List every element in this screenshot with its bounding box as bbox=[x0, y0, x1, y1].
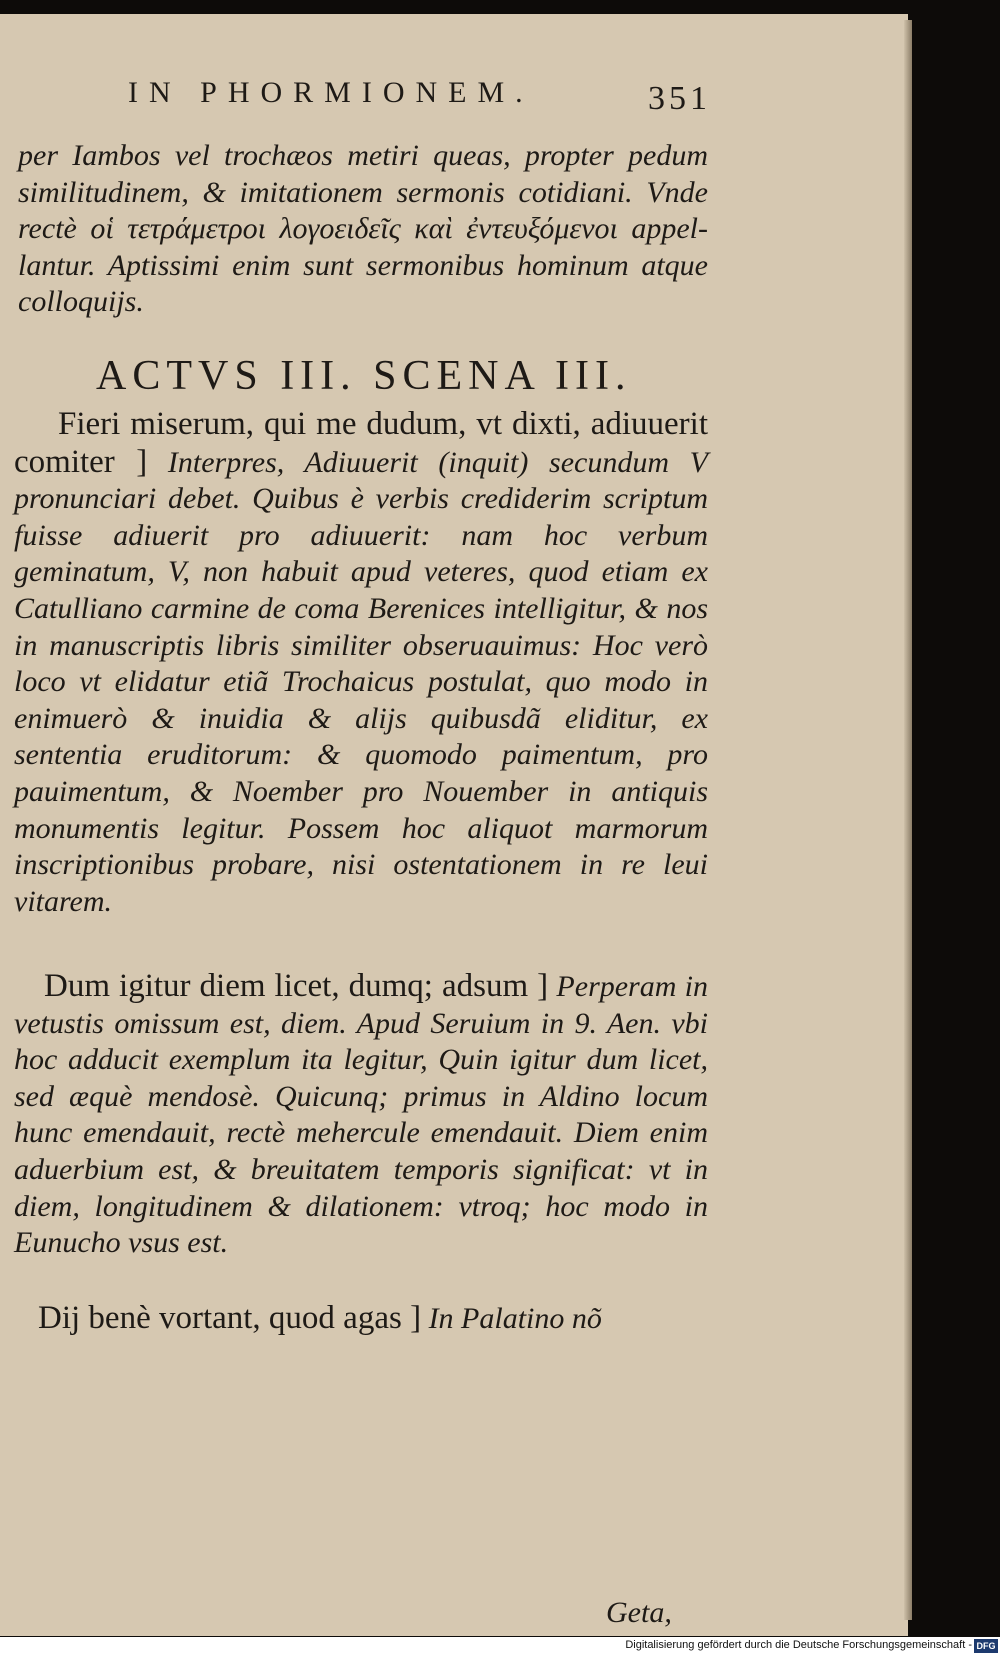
commentary-text: Interpres, Adiuuerit (inquit) secundum V pronunciari debet. Quibus è verbis crediderim scriptum fuisse adiuerit pro adiuuerit: nam hoc verbum geminatum, V, non habuit apud veteres, quod etiam ex Catulliano carmine de coma Berenices intelligitur, & nos in manuscriptis libris similiter obseruauimus: Hoc verò loco vt elidatur etiã Trochaicus postulat, quo modo in enimuerò & inuidia & alijs quibusdã eliditur, ex sententia eruditorum: & quomodo paimentum, pro pauimentum, & Noember pro Nouember in antiquis monumentis legitur. Possem hoc aliquot marmorum inscriptionibus probare, nisi ostentationem in re leui vitarem. bbox=[14, 445, 708, 918]
text-line: lantur. Aptissimi enim sunt sermonibus hominum atque bbox=[18, 248, 708, 282]
book-page bbox=[0, 14, 908, 1636]
scene-heading: ACTVS III. SCENA III. bbox=[96, 353, 632, 399]
catchword: Geta, bbox=[606, 1596, 672, 1629]
funding-credit: Digitalisierung gefördert durch die Deutsche Forschungsgemeinschaft - bbox=[625, 1639, 972, 1651]
text-line: per Iambos vel trochæos metiri queas, propter pedum bbox=[18, 139, 708, 172]
commentary-paragraph bbox=[14, 968, 708, 1262]
text-line: similitudinem, & imitationem sermonis cotidiani. Vnde bbox=[18, 175, 708, 209]
commentary-text: Perperam in vetustis omissum est, diem. Apud Seruium in 9. Aen. vbi hoc adducit exemplum ita legitur, Quin igitur dum licet, sed æquè mendosè. Quicunq; primus in Aldino locum hunc emendauit, rectè mehercule emendauit. Diem enim aduerbium est, & breuitatem temporis significat: vt in diem, longitudinem & dilationem: vtroq; hoc modo in Eunucho vsus est. bbox=[14, 970, 708, 1260]
text-line: rectè οἱ τετράμετροι λογοειδεῖς καὶ ἐντευξόμενοι appel- bbox=[18, 212, 708, 245]
page-edge bbox=[904, 20, 912, 1620]
running-head: IN PHORMIONEM. bbox=[128, 76, 534, 109]
page-number: 351 bbox=[648, 80, 711, 117]
commentary-block-top bbox=[18, 138, 708, 321]
commentary-text: In Palatino nõ bbox=[428, 1302, 602, 1335]
commentary-paragraph bbox=[14, 406, 708, 920]
lemma: Fieri miserum, qui me dudum, vt dixti, adiuuerit comiter ] bbox=[14, 406, 708, 480]
dfg-logo-icon: DFG bbox=[974, 1639, 998, 1653]
digitization-footer bbox=[0, 1637, 1000, 1656]
lemma: Dum igitur diem licet, dumq; adsum ] bbox=[44, 968, 549, 1004]
text-line: colloquijs. bbox=[18, 285, 144, 318]
commentary-paragraph bbox=[14, 1300, 708, 1338]
lemma: Dij benè vortant, quod agas ] bbox=[38, 1300, 422, 1336]
